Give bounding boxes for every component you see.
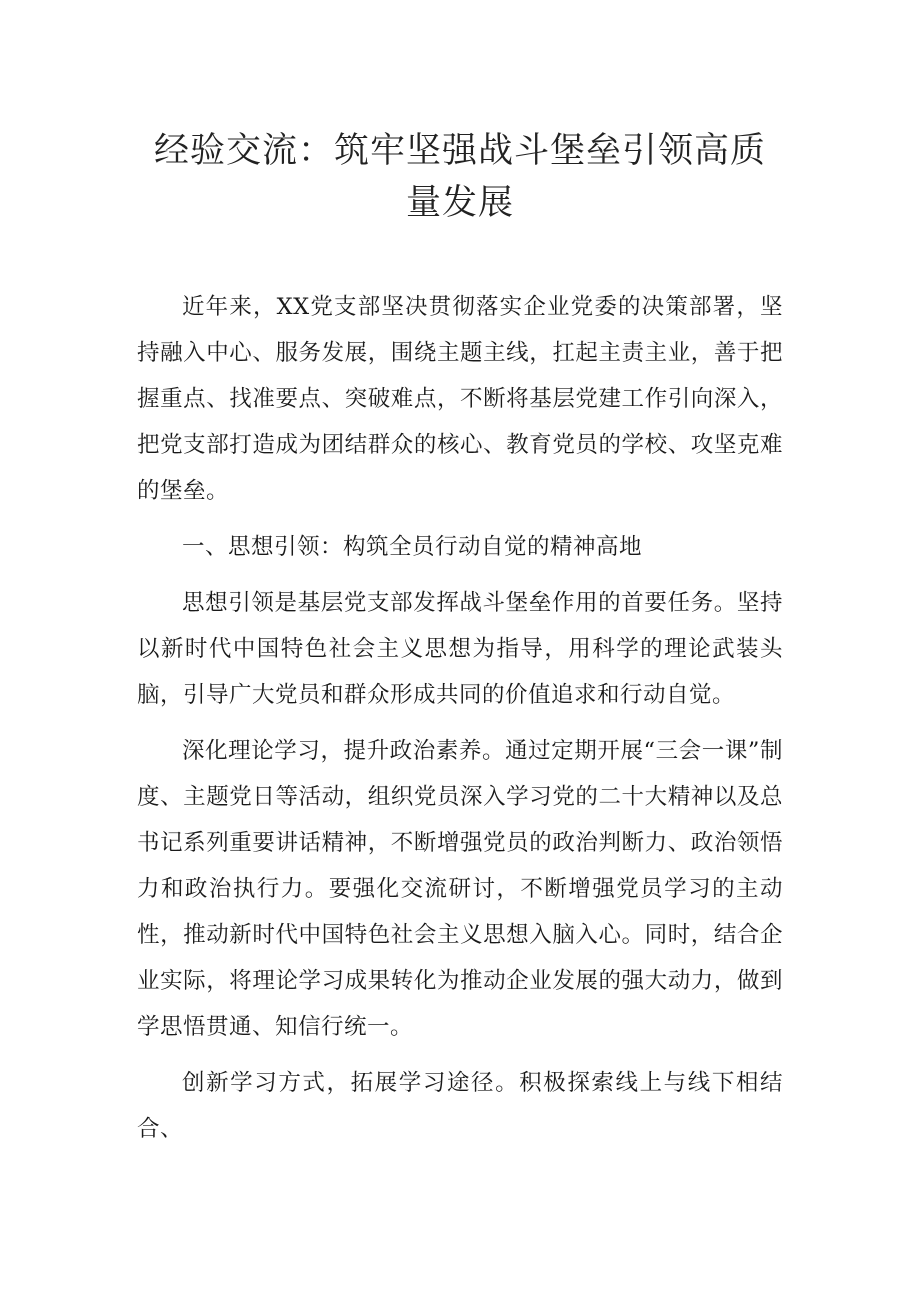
intro-paragraph: 近年来，XX党支部坚决贯彻落实企业党委的决策部署，坚持融入中心、服务发展，围绕主题主线，扛起主责主业，善于把握重点、找准要点、突破难点，不断将基层党建工作引向深入，把党支部打造成为团结群众的核心、教育党员的学校、攻坚克难的堡垒。 bbox=[137, 294, 783, 504]
body-paragraph: 思想引领是基层党支部发挥战斗堡垒作用的首要任务。坚持以新时代中国特色社会主义思想为指导，用科学的理论武装头脑，引导广大党员和群众形成共同的价值追求和行动自觉。 bbox=[137, 590, 783, 708]
section-heading: 一、思想引领：构筑全员行动自觉的精神高地 bbox=[182, 534, 643, 560]
body-paragraph: 创新学习方式，拓展学习途径。积极探索线上与线下相结合、 bbox=[137, 1070, 783, 1142]
body-paragraph: 深化理论学习，提升政治素养。通过定期开展“三会一课”制度、主题党日等活动，组织党员深入学习党的二十大精神以及总书记系列重要讲话精神，不断增强党员的政治判断力、政治领悟力和政治执行力。要强化交流研讨，不断增强党员学习的主动性，推动新时代中国特色社会主义思想入脑入心。同时，结合企业实际，将理论学习成果转化为推动企业发展的强大动力，做到学思悟贯通、知信行统一。 bbox=[137, 738, 783, 1040]
document-title: 经验交流：筑牢坚强战斗堡垒引领高质量发展 bbox=[153, 131, 766, 223]
document-body bbox=[137, 284, 783, 1152]
